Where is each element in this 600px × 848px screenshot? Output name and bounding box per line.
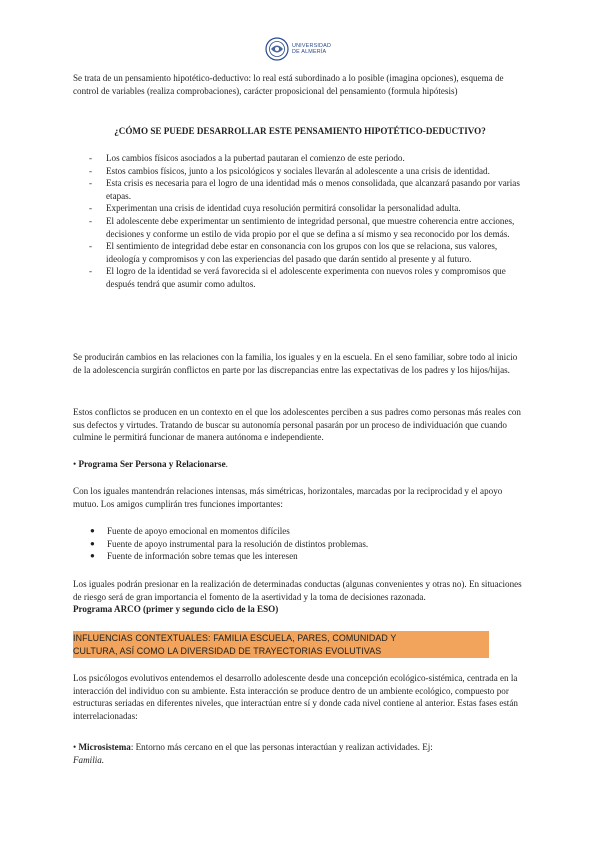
list-item: - El adolescente debe experimentar un sentimiento de integridad personal, que muestre coherencia entre acciones, decisiones y conforme un estilo de vida propio por el que se defina a sí mismo y sea reconocido por los demás. [89, 215, 515, 239]
intro-paragraph: Se trata de un pensamiento hipotético-deductivo: lo real está subordinado a lo posible (imagina opciones), esquema de control de variables (realiza comprobaciones), carácter proposicional del pensamiento (formula hipótesis) [73, 73, 504, 96]
highlight-line-2: CULTURA, ASÍ COMO LA DIVERSIDAD DE TRAYECTORIAS EVOLUTIVAS [73, 645, 382, 656]
list-item: - Los cambios físicos asociados a la pubertad pautaran el comienzo de este periodo. [89, 153, 405, 163]
list-item: - El logro de la identidad se verá favorecida si el adolescente experimenta con nuevos roles y compromisos que después tendrá que asumir como adultos. [89, 266, 506, 289]
list-item: - El sentimiento de integridad debe estar en consonancia con los grupos con los que se relaciona, sus valores, ideología y compromisos y con las experiencias del pasado que darán sentido al presente y al futuro. [89, 241, 498, 264]
list-item: - Esta crisis es necesaria para el logro de una identidad más o menos consolidada, que alcanzará pasando por varias etapas. [89, 178, 520, 201]
section-heading: ¿CÓMO SE PUEDE DESARROLLAR ESTE PENSAMIENTO HIPOTÉTICO-DEDUCTIVO? [114, 126, 486, 136]
list-item: ● Fuente de apoyo instrumental para la resolución de distintos problemas. [90, 538, 369, 549]
logo-line-1: UNIVERSIDAD [292, 43, 332, 49]
list-item: - Experimentan una crisis de identidad cuya resolución permitirá consolidar la personalidad adulta. [89, 203, 461, 214]
list-item: ● Fuente de apoyo emocional en momentos difíciles [90, 526, 290, 536]
contextual-influences-heading [73, 632, 493, 657]
university-logo [265, 36, 335, 62]
program-ser-persona: • Programa Ser Persona y Relacionarse. [73, 459, 228, 469]
logo-wordmark [292, 43, 331, 55]
logo-line-2: DE ALMERÍA [292, 49, 327, 55]
conflicts-paragraph: Estos conflictos se producen en un contexto en el que los adolescentes perciben a sus padres como personas más reales con sus defectos y virtudes. Tratando de buscar su autonomía personal pasarán por un proceso de individuación que cuando culmine le permitirá funcionar de manera autónoma e independiente. [73, 407, 521, 443]
peers-paragraph: Con los iguales mantendrán relaciones intensas, más simétricas, horizontales, marcadas por la reciprocidad y el apoyo mutuo. Los amigos cumplirán tres funciones importantes: [73, 486, 503, 509]
dash-list [73, 152, 527, 291]
microsistema-item: • Microsistema: Entorno más cercano en el que las personas interactúan y realizan actividades. Ej: Familia. [73, 742, 433, 765]
list-item: - Estos cambios físicos, junto a los psicológicos y sociales llevarán al adolescente a una crisis de identidad. [89, 165, 490, 176]
program-arco: Programa ARCO (primer y segundo ciclo de la ESO) [73, 604, 279, 614]
pressure-paragraph: Los iguales podrán presionar en la realización de determinadas conductas (algunas convenientes y otras no). En situaciones de riesgo será de gran importancia el fomento de la asertividad y la toma de decisiones razonada. [73, 579, 522, 602]
highlight-line-1: INFLUENCIAS CONTEXTUALES: FAMILIA ESCUELA, PARES, COMUNIDAD Y [73, 633, 397, 643]
university-emblem-icon [265, 37, 289, 61]
functions-list [73, 525, 527, 563]
family-paragraph: Se producirán cambios en las relaciones con la familia, los iguales y en la escuela. En el seno familiar, sobre todo al inicio de la adolescencia surgirán conflictos en parte por las discrepancias entre las expectativas de los padres y los hijos/hijas. [73, 352, 518, 375]
ecological-paragraph: Los psicólogos evolutivos entendemos el desarrollo adolescente desde una concepción ecológico-sistémica, centrada en la interacción del individuo con su ambiente. Esta interacción se produce dentro de un ambiente ecológico, compuesto por estructuras seriadas en diferentes niveles, que interactúan entre sí y donde cada nivel contiene al anterior. Estas fases están interrelacionadas: [73, 673, 518, 721]
list-item: ● Fuente de información sobre temas que les interesen [90, 551, 298, 562]
